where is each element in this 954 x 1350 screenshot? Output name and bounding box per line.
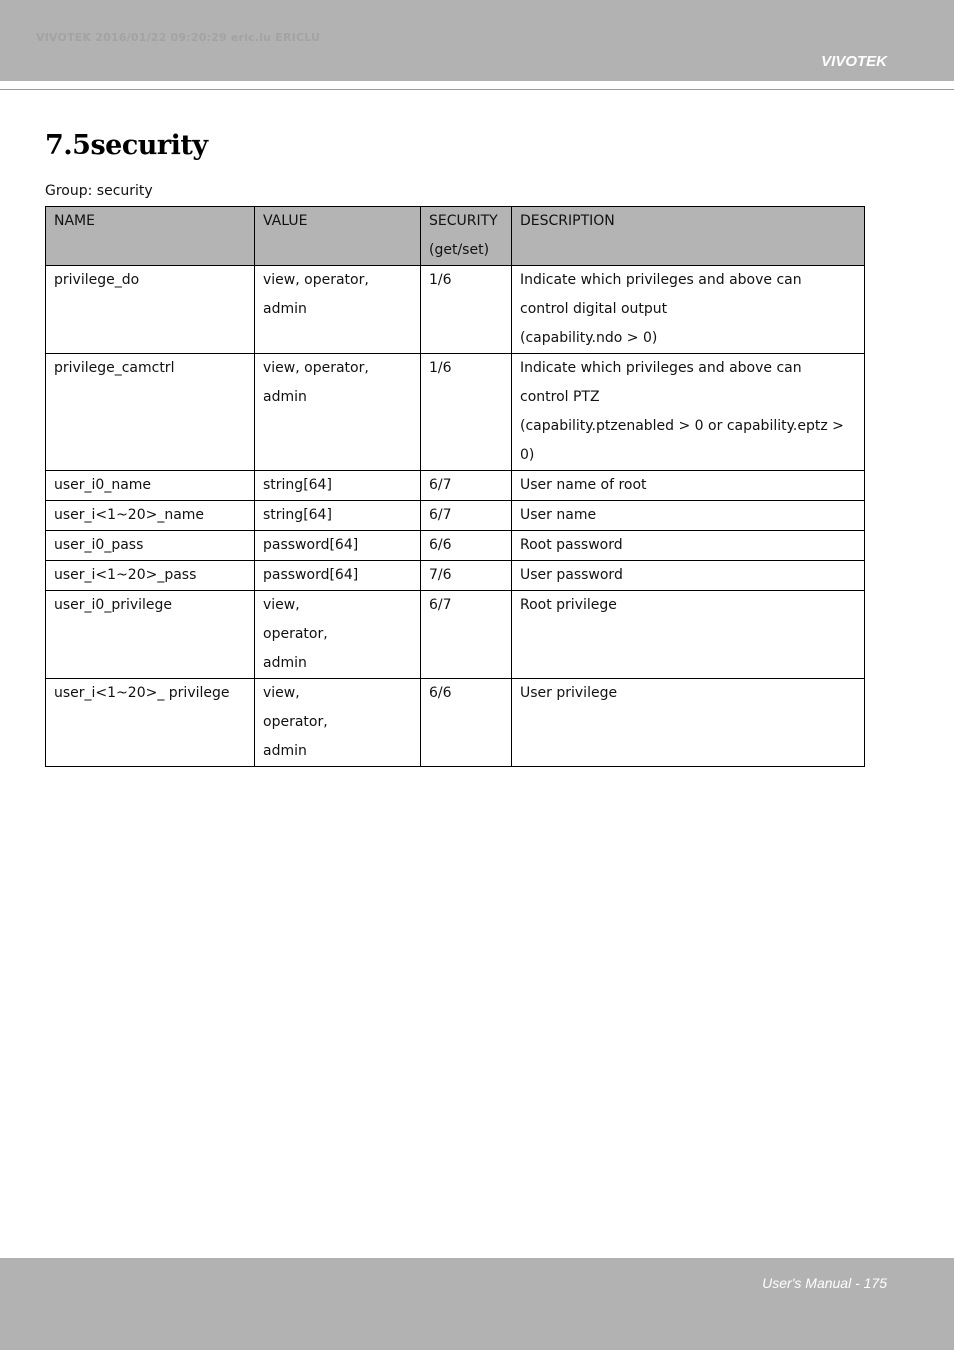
cell-value: string[64] — [255, 501, 421, 531]
table-row — [46, 591, 865, 679]
group-label: Group: security — [45, 183, 153, 199]
cell-value: password[64] — [255, 561, 421, 591]
table-body — [46, 266, 865, 767]
cell-name: user_i0_pass — [46, 531, 255, 561]
cell-security: 6/6 — [421, 679, 512, 767]
cell-description: Indicate which privileges and above can control PTZ (capability.ptzenabled > 0 or capability.eptz > 0) — [512, 354, 865, 471]
column-header-security: SECURITY (get/set) — [421, 207, 512, 266]
header-divider — [0, 89, 954, 90]
cell-value: view, operator, admin — [255, 266, 421, 354]
cell-value: password[64] — [255, 531, 421, 561]
cell-security: 1/6 — [421, 266, 512, 354]
section-title: 7.5security — [45, 130, 208, 161]
brand-logo-text: VIVOTEK — [821, 53, 887, 70]
cell-name: privilege_camctrl — [46, 354, 255, 471]
table-row — [46, 471, 865, 501]
table-row — [46, 501, 865, 531]
column-header-description: DESCRIPTION — [512, 207, 865, 266]
page-number: User's Manual - 175 — [762, 1275, 887, 1291]
cell-description: User name of root — [512, 471, 865, 501]
cell-name: user_i<1~20>_pass — [46, 561, 255, 591]
table-header-row — [46, 207, 865, 266]
cell-description: User name — [512, 501, 865, 531]
cell-security: 6/7 — [421, 471, 512, 501]
document-watermark: VIVOTEK 2016/01/22 09:20:29 eric.lu ERICLU — [36, 31, 321, 44]
column-header-value: VALUE — [255, 207, 421, 266]
cell-name: user_i<1~20>_name — [46, 501, 255, 531]
cell-description: User password — [512, 561, 865, 591]
cell-security: 6/6 — [421, 531, 512, 561]
cell-description: Root privilege — [512, 591, 865, 679]
cell-value: view, operator, admin — [255, 591, 421, 679]
cell-description: Indicate which privileges and above can control digital output (capability.ndo > 0) — [512, 266, 865, 354]
cell-name: user_i<1~20>_ privilege — [46, 679, 255, 767]
cell-name: user_i0_name — [46, 471, 255, 501]
table-row — [46, 531, 865, 561]
cell-description: User privilege — [512, 679, 865, 767]
cell-value: view, operator, admin — [255, 354, 421, 471]
cell-security: 1/6 — [421, 354, 512, 471]
cell-value: string[64] — [255, 471, 421, 501]
header-band — [0, 0, 954, 81]
table-row — [46, 266, 865, 354]
footer-band — [0, 1258, 954, 1350]
cell-security: 6/7 — [421, 591, 512, 679]
table-row — [46, 561, 865, 591]
cell-security: 6/7 — [421, 501, 512, 531]
table-row — [46, 354, 865, 471]
cell-security: 7/6 — [421, 561, 512, 591]
cell-value: view, operator, admin — [255, 679, 421, 767]
table-row — [46, 679, 865, 767]
cell-name: user_i0_privilege — [46, 591, 255, 679]
parameter-table — [45, 206, 865, 767]
column-header-name: NAME — [46, 207, 255, 266]
cell-description: Root password — [512, 531, 865, 561]
cell-name: privilege_do — [46, 266, 255, 354]
